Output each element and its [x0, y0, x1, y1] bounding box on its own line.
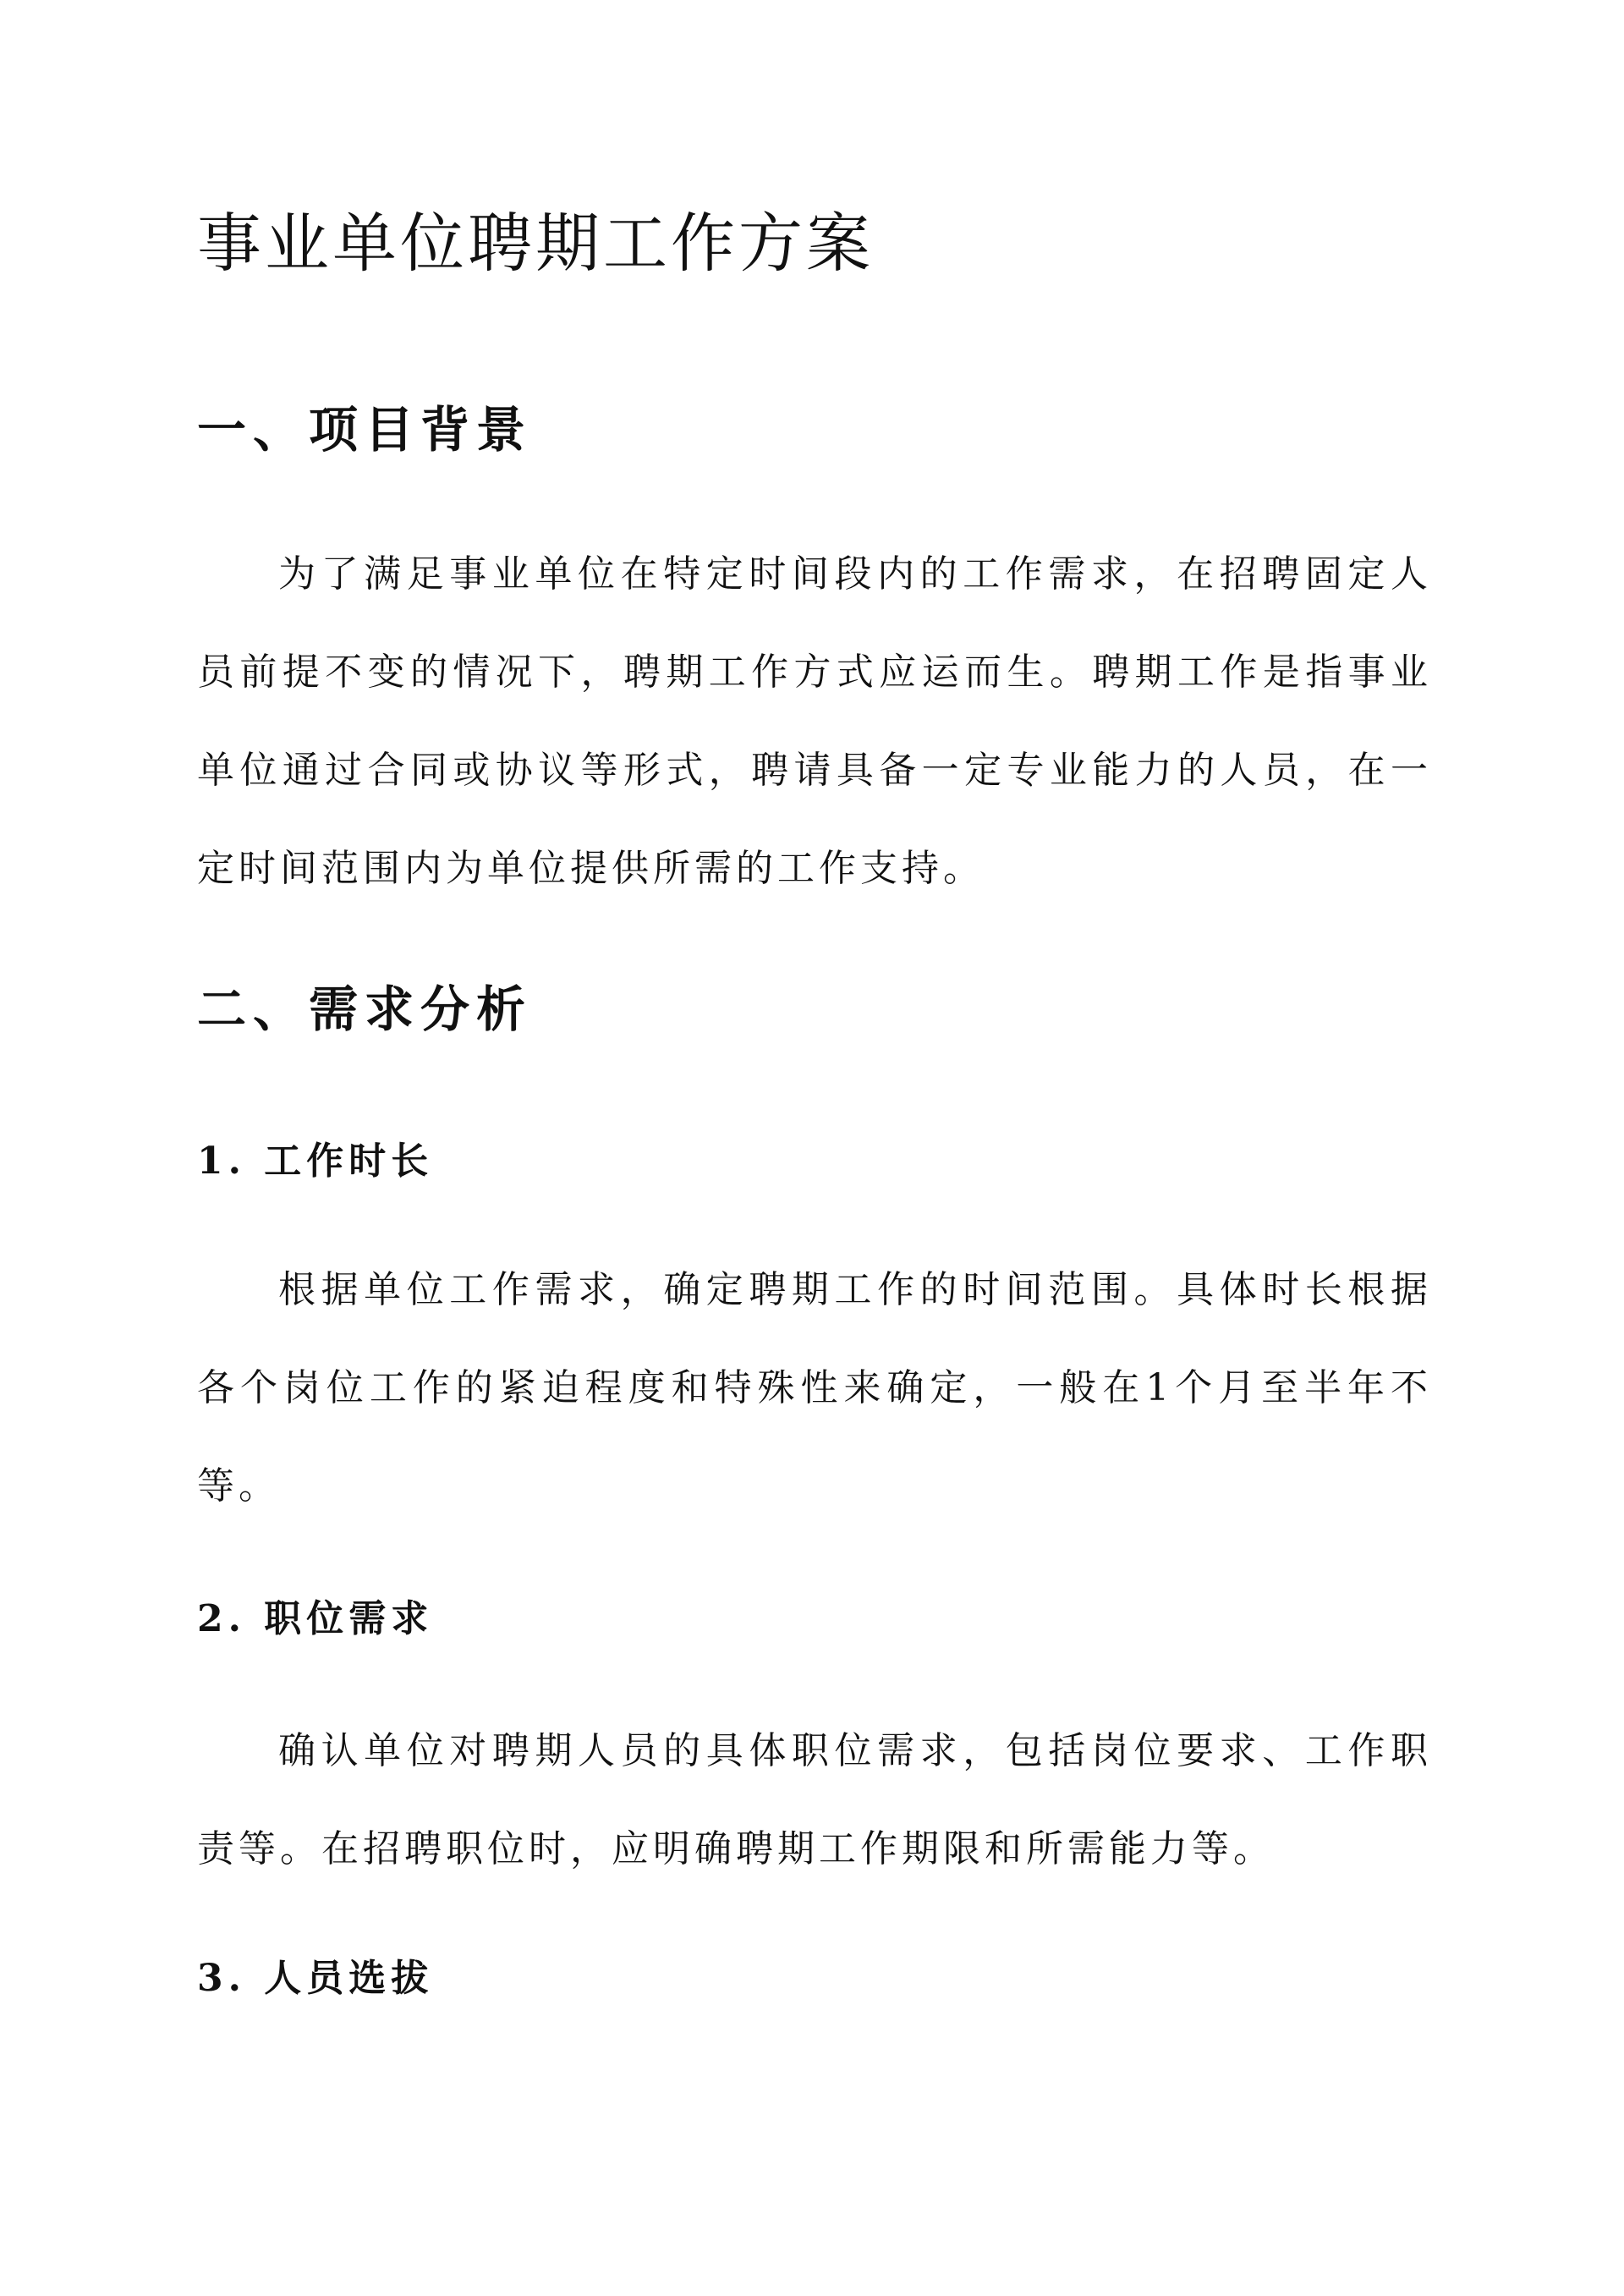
paragraph-background: 为了满足事业单位在特定时间段内的工作需求，在招聘固定人员前提不变的情况下，聘期工作方式应运而生。聘期工作是指事业单位通过合同或协议等形式，聘请具备一定专业能力的人员，在一定时间范围内为单位提供所需的工作支持。	[197, 552, 1432, 890]
paragraph-work-duration: 根据单位工作需求，确定聘期工作的时间范围。具体时长根据各个岗位工作的紧迫程度和特殊性来确定，一般在1个月至半年不等。	[197, 1268, 1432, 1508]
subsection-heading-position-needs: 2. 职位需求	[197, 1597, 434, 1640]
section-heading-background: 一、项目背景	[197, 401, 533, 459]
document-title: 事业单位聘期工作方案	[197, 206, 874, 281]
paragraph-position-needs: 确认单位对聘期人员的具体职位需求，包括岗位要求、工作职责等。在招聘职位时，应明确聘期工作期限和所需能力等。	[197, 1729, 1432, 1870]
section-heading-needs-analysis: 二、需求分析	[197, 980, 533, 1038]
subsection-heading-work-duration: 1. 工作时长	[197, 1140, 434, 1183]
subsection-heading-personnel-selection: 3. 人员选拔	[197, 1957, 434, 2000]
